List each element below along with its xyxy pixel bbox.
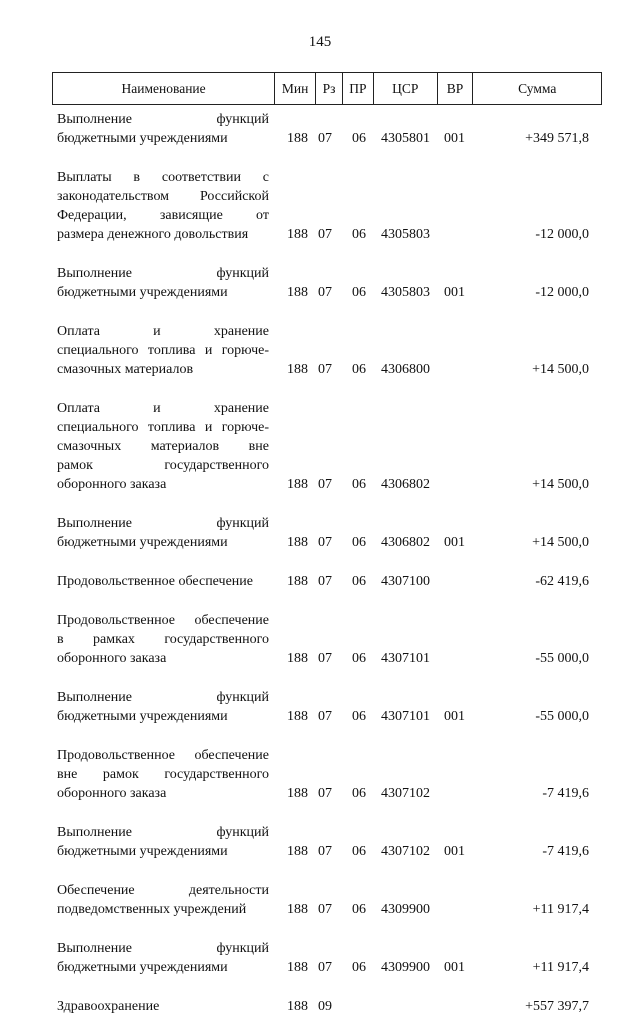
row-name <box>57 110 269 148</box>
row-name-line: Выполнение функций <box>57 516 269 531</box>
row-min: 188 <box>287 960 308 975</box>
table-row <box>0 168 640 244</box>
row-name-line: вне рамок государственного <box>57 767 269 782</box>
row-sum: -12 000,0 <box>535 285 589 300</box>
row-rz: 07 <box>318 285 332 300</box>
header-vr: ВР <box>438 73 474 104</box>
row-name <box>57 572 269 591</box>
row-name-line: Продовольственное обеспечение <box>57 748 269 763</box>
row-name-line: оборонного заказа <box>57 477 167 492</box>
row-pr: 06 <box>352 535 366 550</box>
row-sum: +11 917,4 <box>532 960 589 975</box>
row-csr: 4307101 <box>381 709 430 724</box>
row-min: 188 <box>287 709 308 724</box>
row-csr: 4307102 <box>381 786 430 801</box>
row-rz: 07 <box>318 535 332 550</box>
row-name <box>57 168 269 244</box>
row-rz: 07 <box>318 131 332 146</box>
header-csr: ЦСР <box>374 73 438 104</box>
table-row <box>0 997 640 1016</box>
row-name-line: оборонного заказа <box>57 651 167 666</box>
row-csr: 4309900 <box>381 902 430 917</box>
page-number: 145 <box>308 34 332 50</box>
row-name <box>57 997 269 1016</box>
header-name: Наименование <box>53 73 275 104</box>
row-sum: +349 571,8 <box>525 131 589 146</box>
row-sum: +14 500,0 <box>532 362 589 377</box>
row-vr: 001 <box>444 960 465 975</box>
row-sum: -62 419,6 <box>535 574 589 589</box>
header-rz: Рз <box>316 73 343 104</box>
table-row <box>0 514 640 552</box>
row-name-line: Выполнение функций <box>57 112 269 127</box>
table-row <box>0 322 640 379</box>
row-name-line: Выполнение функций <box>57 690 269 705</box>
row-csr: 4307101 <box>381 651 430 666</box>
row-rz: 07 <box>318 844 332 859</box>
row-vr: 001 <box>444 285 465 300</box>
row-vr: 001 <box>444 844 465 859</box>
row-name-line: Здравоохранение <box>57 999 160 1014</box>
row-rz: 07 <box>318 574 332 589</box>
row-rz: 07 <box>318 902 332 917</box>
row-name <box>57 514 269 552</box>
header-min: Мин <box>275 73 316 104</box>
row-name-line: Обеспечение деятельности <box>57 883 269 898</box>
row-name-line: подведомственных учреждений <box>57 902 247 917</box>
row-name <box>57 322 269 379</box>
row-name-line: специального топлива и горюче- <box>57 420 269 435</box>
row-csr: 4306800 <box>381 362 430 377</box>
row-name-line: бюджетными учреждениями <box>57 709 228 724</box>
row-name <box>57 399 269 494</box>
table-body <box>0 110 640 1036</box>
row-pr: 06 <box>352 651 366 666</box>
row-min: 188 <box>287 999 308 1014</box>
row-name-line: бюджетными учреждениями <box>57 285 228 300</box>
table-row <box>0 399 640 494</box>
row-min: 188 <box>287 786 308 801</box>
row-pr: 06 <box>352 960 366 975</box>
row-name-line: Продовольственное обеспечение <box>57 613 269 628</box>
row-name-line: оборонного заказа <box>57 786 167 801</box>
row-pr: 06 <box>352 574 366 589</box>
row-csr: 4307102 <box>381 844 430 859</box>
row-rz: 07 <box>318 651 332 666</box>
row-name-line: бюджетными учреждениями <box>57 535 228 550</box>
row-sum: -7 419,6 <box>542 786 589 801</box>
table-row <box>0 823 640 861</box>
row-pr: 06 <box>352 786 366 801</box>
row-min: 188 <box>287 477 308 492</box>
row-name-line: рамок государственного <box>57 458 269 473</box>
table-row <box>0 110 640 148</box>
row-name-line: Оплата и хранение <box>57 324 269 339</box>
row-min: 188 <box>287 844 308 859</box>
row-rz: 07 <box>318 362 332 377</box>
row-min: 188 <box>287 285 308 300</box>
row-name-line: законодательством Российской <box>57 189 269 204</box>
table-row <box>0 939 640 977</box>
table-row <box>0 746 640 803</box>
row-name-line: Выполнение функций <box>57 266 269 281</box>
row-rz: 07 <box>318 477 332 492</box>
row-rz: 07 <box>318 786 332 801</box>
row-sum: +11 917,4 <box>532 902 589 917</box>
row-name-line: Выполнение функций <box>57 941 269 956</box>
row-min: 188 <box>287 902 308 917</box>
row-name <box>57 688 269 726</box>
table-row <box>0 688 640 726</box>
row-name <box>57 939 269 977</box>
row-pr: 06 <box>352 362 366 377</box>
row-pr: 06 <box>352 227 366 242</box>
row-name-line: смазочных материалов <box>57 362 194 377</box>
row-name <box>57 264 269 302</box>
row-name <box>57 823 269 861</box>
row-name-line: смазочных материалов вне <box>57 439 269 454</box>
row-name <box>57 881 269 919</box>
table-row <box>0 572 640 591</box>
row-pr: 06 <box>352 844 366 859</box>
row-vr: 001 <box>444 535 465 550</box>
row-name-line: бюджетными учреждениями <box>57 960 228 975</box>
row-vr: 001 <box>444 709 465 724</box>
row-pr: 06 <box>352 709 366 724</box>
row-name-line: в рамках государственного <box>57 632 269 647</box>
row-vr: 001 <box>444 131 465 146</box>
table-row <box>0 881 640 919</box>
row-name-line: Федерации, зависящие от <box>57 208 269 223</box>
row-sum: +557 397,7 <box>525 999 589 1014</box>
row-min: 188 <box>287 362 308 377</box>
row-sum: -12 000,0 <box>535 227 589 242</box>
row-csr: 4306802 <box>381 535 430 550</box>
row-name-line: бюджетными учреждениями <box>57 844 228 859</box>
row-name-line: Оплата и хранение <box>57 401 269 416</box>
row-min: 188 <box>287 227 308 242</box>
row-name <box>57 611 269 668</box>
row-min: 188 <box>287 651 308 666</box>
table-header <box>52 72 602 105</box>
row-csr: 4305803 <box>381 227 430 242</box>
row-name <box>57 746 269 803</box>
row-rz: 09 <box>318 999 332 1014</box>
row-sum: -55 000,0 <box>535 651 589 666</box>
row-csr: 4309900 <box>381 960 430 975</box>
row-sum: +14 500,0 <box>532 535 589 550</box>
row-name-line: Выполнение функций <box>57 825 269 840</box>
row-pr: 06 <box>352 285 366 300</box>
table-row <box>0 611 640 668</box>
row-min: 188 <box>287 574 308 589</box>
row-sum: +14 500,0 <box>532 477 589 492</box>
row-pr: 06 <box>352 902 366 917</box>
header-pr: ПР <box>343 73 374 104</box>
row-rz: 07 <box>318 960 332 975</box>
row-csr: 4305803 <box>381 285 430 300</box>
table-row <box>0 264 640 302</box>
row-sum: -55 000,0 <box>535 709 589 724</box>
row-pr: 06 <box>352 131 366 146</box>
row-min: 188 <box>287 535 308 550</box>
row-name-line: размера денежного довольствия <box>57 227 249 242</box>
row-csr: 4306802 <box>381 477 430 492</box>
row-csr: 4305801 <box>381 131 430 146</box>
row-rz: 07 <box>318 709 332 724</box>
row-name-line: Выплаты в соответствии с <box>57 170 269 185</box>
row-name-line: бюджетными учреждениями <box>57 131 228 146</box>
row-min: 188 <box>287 131 308 146</box>
row-name-line: Продовольственное обеспечение <box>57 574 253 589</box>
row-name-line: специального топлива и горюче- <box>57 343 269 358</box>
row-sum: -7 419,6 <box>542 844 589 859</box>
row-pr: 06 <box>352 477 366 492</box>
header-sum: Сумма <box>518 80 557 96</box>
row-csr: 4307100 <box>381 574 430 589</box>
row-rz: 07 <box>318 227 332 242</box>
